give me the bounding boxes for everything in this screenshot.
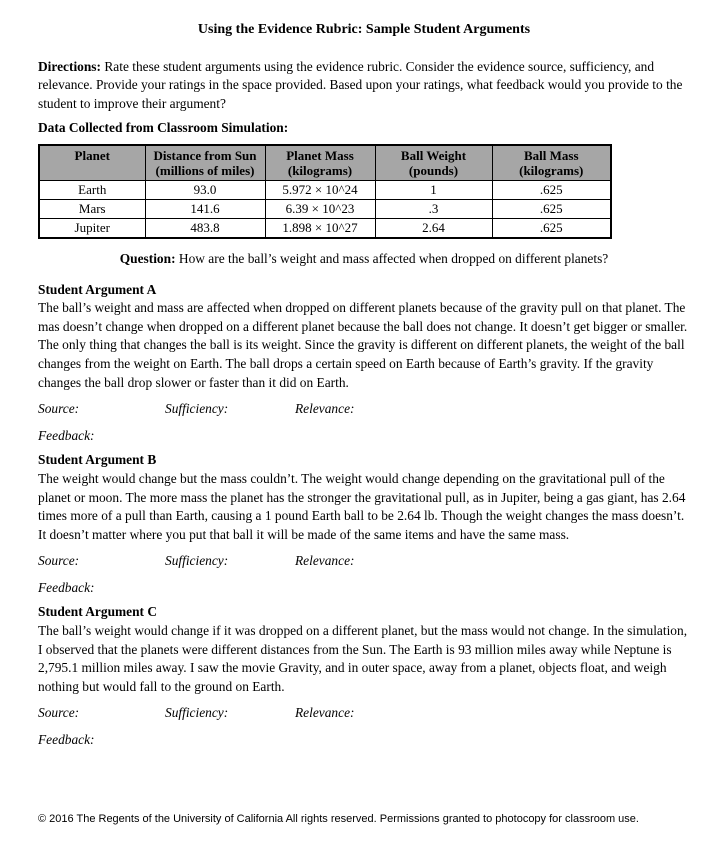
header-planet-mass: Planet Mass (kilograms)	[265, 145, 375, 181]
cell-planet-mass: 6.39 × 10^23	[265, 199, 375, 218]
header-ball-mass: Ball Mass (kilograms)	[492, 145, 611, 181]
cell-planet-mass: 1.898 × 10^27	[265, 218, 375, 238]
header-planet: Planet	[39, 145, 145, 181]
relevance-label: Relevance:	[295, 705, 355, 721]
ratings-row	[38, 400, 690, 419]
source-label: Source:	[38, 401, 80, 417]
cell-planet: Jupiter	[39, 218, 145, 238]
argument-text: The weight would change but the mass couldn’t. The weight would change depending on the gravitational pull of the planet or moon. The more mass the planet has the stronger the gravitational pull, as in Jupiter, being a gas giant, has 2.64 times more of a pull than Earth, causing a 1 pound Earth ball to be 2.64 lb. Though the weight changes the mass doesn’t. It doesn’t matter where you put that ball it will be made of the same items and have the same mass.	[38, 470, 686, 542]
planet-data-table	[38, 144, 612, 239]
student-argument-a	[38, 281, 690, 446]
cell-distance: 93.0	[145, 180, 265, 199]
question-line	[38, 250, 690, 269]
source-label: Source:	[38, 553, 80, 569]
directions-text: Rate these student arguments using the evidence rubric. Consider the evidence source, sufficiency, and relevance. Provide your ratings in the space provided. Based upon your ratings, what feedback would you provide to the student to improve their argument?	[38, 58, 683, 111]
ratings-row	[38, 552, 690, 571]
question-label: Question:	[119, 250, 176, 266]
table-row-earth	[39, 180, 611, 199]
feedback-label: Feedback:	[38, 579, 95, 595]
cell-ball-weight: 2.64	[375, 218, 492, 238]
document-page	[38, 21, 690, 825]
footer-copyright: © 2016 The Regents of the University of California All rights reserved. Permissions granted to photocopy for classroom use.	[38, 813, 639, 825]
header-distance: Distance from Sun (millions of miles)	[145, 145, 265, 181]
cell-distance: 483.8	[145, 218, 265, 238]
sufficiency-label: Sufficiency:	[165, 705, 229, 721]
page-title: Using the Evidence Rubric: Sample Student Arguments	[197, 22, 531, 37]
directions-paragraph	[38, 58, 690, 114]
question-text: How are the ball’s weight and mass affected when dropped on different planets?	[178, 250, 609, 266]
data-section-heading: Data Collected from Classroom Simulation:	[38, 120, 289, 136]
cell-ball-mass: .625	[492, 180, 611, 199]
table-header-row	[39, 145, 611, 181]
cell-planet: Earth	[39, 180, 145, 199]
cell-ball-mass: .625	[492, 218, 611, 238]
argument-heading: Student Argument B	[38, 452, 157, 468]
relevance-label: Relevance:	[295, 401, 355, 417]
relevance-label: Relevance:	[295, 553, 355, 569]
student-argument-b	[38, 451, 690, 597]
directions-label: Directions:	[38, 58, 101, 74]
cell-planet-mass: 5.972 × 10^24	[265, 180, 375, 199]
header-ball-weight: Ball Weight (pounds)	[375, 145, 492, 181]
feedback-label: Feedback:	[38, 732, 95, 748]
sufficiency-label: Sufficiency:	[165, 553, 229, 569]
cell-ball-weight: .3	[375, 199, 492, 218]
table-row-mars	[39, 199, 611, 218]
argument-heading: Student Argument C	[38, 604, 158, 620]
cell-distance: 141.6	[145, 199, 265, 218]
argument-text: The ball’s weight would change if it was dropped on a different planet, but the mass would not change. In the simulation, I observed that the planets were different distances from the Sun. The Earth is 93 million miles away while Neptune is 2,795.1 million miles away. I saw the movie Gravity, and in outer space, away from a planet, objects float, and weigh nothing but would fall to the ground on Earth.	[38, 623, 688, 694]
argument-text: The ball’s weight and mass are affected when dropped on different planets because of the gravity pull on that planet. The mas doesn’t change when dropped on a different planet because the ball does not change. It doesn’t get bigger or smaller. The only thing that changes the ball is its weight. Since the gravity is different on different planets, the weight of the ball changes from the weight on Earth. The ball drops a certain speed on Earth because of Earth’s gravity. If the gravity changes the ball drop slower or faster than it did on Earth.	[38, 300, 688, 390]
argument-heading: Student Argument A	[38, 281, 157, 297]
table-row-jupiter	[39, 218, 611, 238]
sufficiency-label: Sufficiency:	[165, 401, 229, 417]
source-label: Source:	[38, 705, 80, 721]
cell-ball-mass: .625	[492, 199, 611, 218]
ratings-row	[38, 704, 690, 723]
cell-planet: Mars	[39, 199, 145, 218]
student-argument-c	[38, 603, 690, 749]
feedback-label: Feedback:	[38, 427, 95, 443]
cell-ball-weight: 1	[375, 180, 492, 199]
